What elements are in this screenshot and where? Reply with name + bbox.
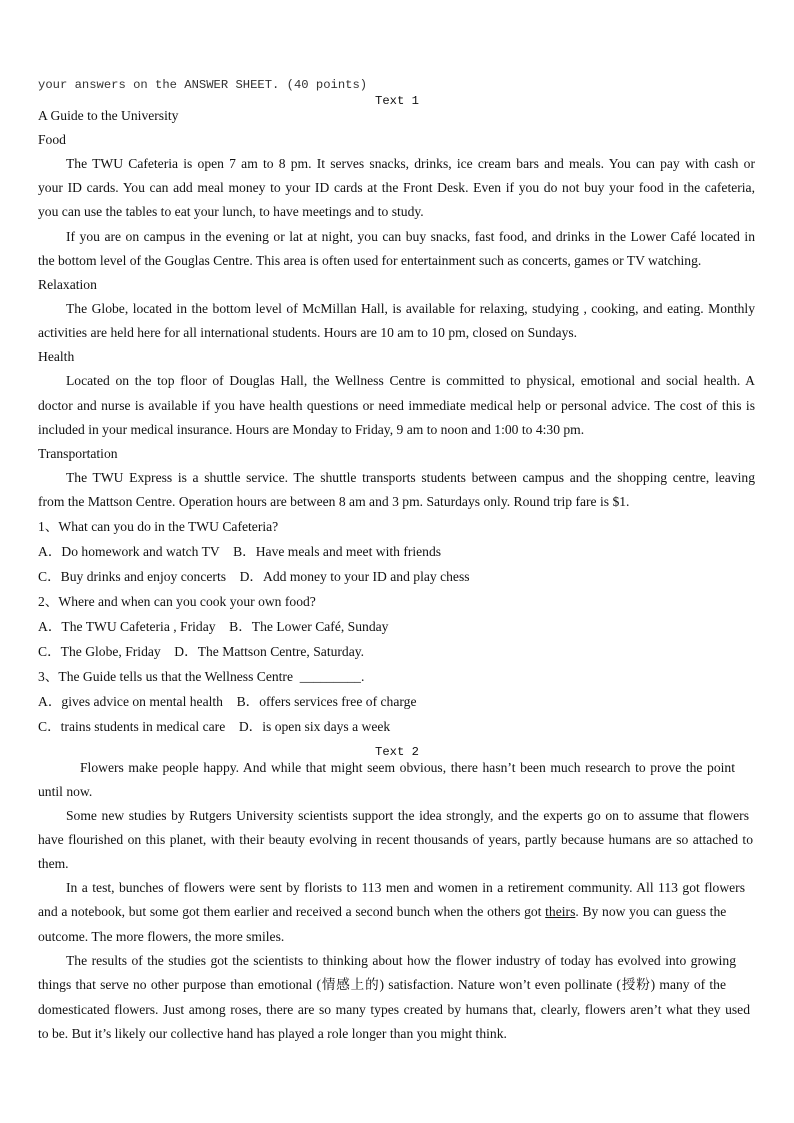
question-1: 1、What can you do in the TWU Cafeteria? [38, 519, 279, 534]
text1-title: A Guide to the University [38, 108, 179, 123]
paragraph-line: outcome. The more flowers, the more smiles. [38, 929, 285, 944]
paragraph-line: them. [38, 856, 69, 871]
paragraph-line: In a test, bunches of flowers were sent by florists to 113 men and women in a retirement community. All 113 got flowers [66, 880, 745, 895]
question-2-options-ab: A．The TWU Cafeteria , Friday B．The Lower Café, Sunday [38, 619, 389, 634]
question-1-options-ab: A．Do homework and watch TV B．Have meals and meet with friends [38, 544, 442, 559]
paragraph-line: Some new studies by Rutgers University scientists support the idea strongly, and the experts go on to assume that flowers [66, 808, 749, 823]
paragraph-line: until now. [38, 784, 93, 799]
paragraph-line: The Globe, located in the bottom level of McMillan Hall, is available for relaxing, studying , cooking, and eating. Monthly [66, 301, 755, 316]
paragraph-line: domesticated flowers. Just among roses, there are so many types created by humans that, clearly, flowers aren’t what they used [38, 1002, 750, 1017]
paragraph-line: included in your medical insurance. Hours are Monday to Friday, 9 am to noon and 1:00 to 4:30 pm. [38, 422, 585, 437]
underlined-word: theirs [545, 904, 576, 919]
paragraph-line: the bottom level of the Gouglas Centre. This area is often used for entertainment such as concerts, games or TV watching. [38, 253, 702, 268]
paragraph-line: doctor and nurse is available if you have health questions or need immediate medical help or personal advice. The cost of this is [38, 398, 755, 413]
text-segment: and a notebook, but some got them earlier and received a second bunch when the others got [38, 904, 546, 919]
paragraph-line: Located on the top floor of Douglas Hall, the Wellness Centre is committed to physical, emotional and social health. A [66, 373, 755, 388]
paragraph-line: things that serve no other purpose than emotional (情感上的) satisfaction. Nature won’t even pollinate (授粉) many of the [38, 977, 726, 992]
question-1-options-cd: C．Buy drinks and enjoy concerts D．Add money to your ID and play chess [38, 569, 470, 584]
paragraph-line: If you are on campus in the evening or lat at night, you can buy snacks, fast food, and drinks in the Lower Café located in [66, 229, 755, 244]
text1-label: Text 1 [375, 94, 419, 108]
question-2-options-cd: C．The Globe, Friday D．The Mattson Centre, Saturday. [38, 644, 365, 659]
paragraph-line: Flowers make people happy. And while that might seem obvious, there hasn’t been much research to prove the point [80, 760, 735, 775]
paragraph-line [38, 904, 740, 920]
instruction-line: your answers on the ANSWER SHEET. (40 points) [38, 78, 368, 92]
paragraph-line: have flourished on this planet, with their beauty evolving in recent thousands of years, partly because humans are so attached to [38, 832, 753, 847]
paragraph-line: The results of the studies got the scientists to thinking about how the flower industry of today has evolved into growing [66, 953, 736, 968]
paragraph-line: activities are held here for all international students. Hours are 10 am to 10 pm, closed on Sundays. [38, 325, 578, 340]
heading-relaxation: Relaxation [38, 277, 97, 292]
paragraph-line: you can use the tables to eat your lunch, to have meetings and to study. [38, 204, 424, 219]
question-3: 3、The Guide tells us that the Wellness Centre _________. [38, 669, 365, 684]
heading-health: Health [38, 349, 75, 364]
paragraph-line: your ID cards. You can add meal money to your ID cards at the Front Desk. Even if you do not buy your food in the cafeteria, [38, 180, 755, 195]
heading-food: Food [38, 132, 66, 147]
text2-label: Text 2 [375, 745, 419, 759]
paragraph-line: The TWU Express is a shuttle service. The shuttle transports students between campus and the shopping centre, leaving [66, 470, 755, 485]
question-2: 2、Where and when can you cook your own food? [38, 594, 316, 609]
paragraph-line: The TWU Cafeteria is open 7 am to 8 pm. It serves snacks, drinks, ice cream bars and meals. You can pay with cash or [66, 156, 755, 171]
text-segment: . By now you can guess the [575, 904, 727, 919]
heading-transportation: Transportation [38, 446, 118, 461]
question-3-options-ab: A．gives advice on mental health B．offers services free of charge [38, 694, 417, 709]
paragraph-line: to be. But it’s likely our collective hand has played a role longer than you might think. [38, 1026, 507, 1041]
paragraph-line: from the Mattson Centre. Operation hours are between 8 am and 3 pm. Saturdays only. Round trip fare is $1. [38, 494, 630, 509]
question-3-options-cd: C．trains students in medical care D．is open six days a week [38, 719, 391, 734]
